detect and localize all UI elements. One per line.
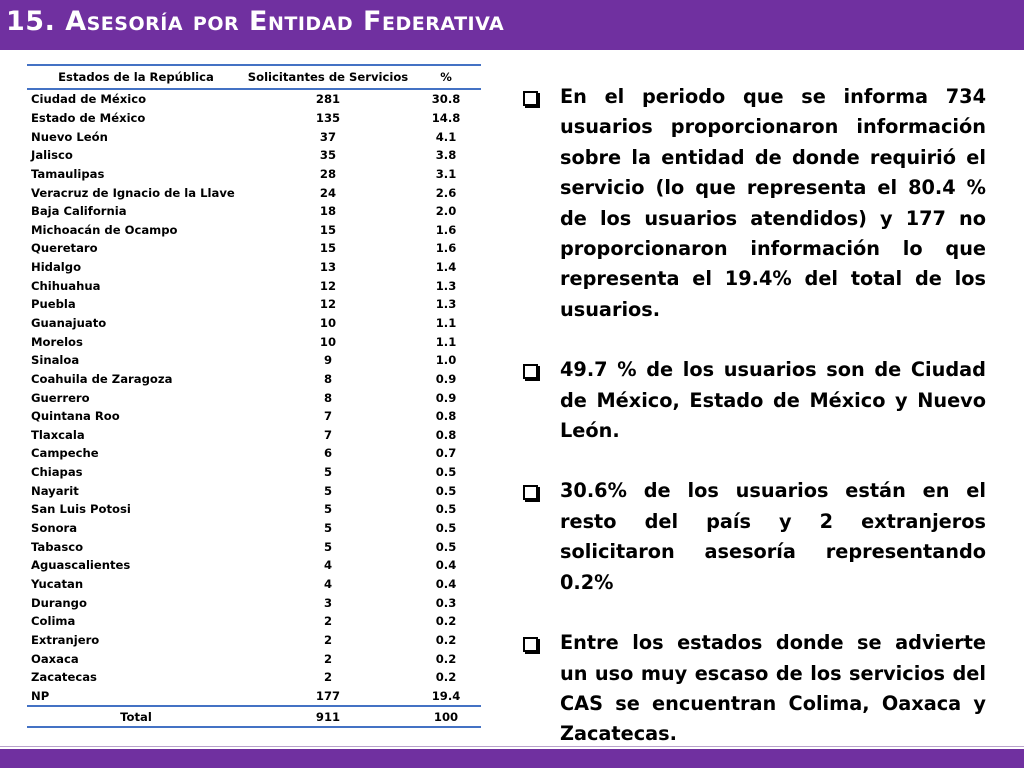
state-cell: Sinaloa (31, 353, 80, 368)
percent-cell: 1.6 (435, 222, 457, 237)
applicants-cell: 7 (323, 409, 333, 424)
table-row (27, 388, 481, 407)
table-header-row (27, 65, 481, 89)
applicants-cell: 2 (323, 651, 333, 666)
table-row (27, 314, 481, 333)
bullet-text: 49.7 % de los usuarios son de Ciudad de México, Estado de México y Nuevo León. (560, 358, 986, 443)
state-cell: Veracruz de Ignacio de la Llave (31, 185, 235, 200)
state-cell: Yucatan (31, 576, 84, 591)
percent-cell: 0.2 (435, 632, 457, 647)
header-applicants: Solicitantes de Servicios (245, 65, 411, 89)
applicants-cell: 12 (319, 278, 337, 293)
table-row (27, 556, 481, 575)
applicants-cell: 2 (323, 614, 333, 629)
percent-cell: 14.8 (431, 110, 461, 125)
table-row (27, 444, 481, 463)
applicants-cell: 15 (319, 241, 337, 256)
percent-cell: 0.8 (435, 409, 457, 424)
applicants-cell: 10 (319, 334, 337, 349)
bullet-item (516, 82, 986, 325)
table-row (27, 165, 481, 184)
percent-cell: 0.5 (435, 483, 457, 498)
applicants-cell: 18 (319, 204, 337, 219)
state-cell: Nayarit (31, 483, 79, 498)
table-row (27, 537, 481, 556)
applicants-cell: 5 (323, 465, 333, 480)
percent-cell: 0.2 (435, 670, 457, 685)
table-row (27, 295, 481, 314)
percent-cell: 3.1 (435, 166, 457, 181)
applicants-cell: 15 (319, 222, 337, 237)
table-row (27, 575, 481, 594)
table-row (27, 109, 481, 128)
table-row (27, 183, 481, 202)
applicants-cell: 9 (323, 353, 333, 368)
percent-cell: 0.9 (435, 390, 457, 405)
applicants-cell: 2 (323, 632, 333, 647)
table-row (27, 351, 481, 370)
bullet-text: Entre los estados donde se advierte un uso muy escaso de los servicios del CAS se encuentran Colima, Oaxaca y Zacatecas. (560, 631, 986, 746)
state-cell: Extranjero (31, 632, 100, 647)
state-cell: Jalisco (31, 148, 73, 163)
state-cell: NP (27, 687, 245, 707)
table-row (27, 519, 481, 538)
percent-cell: 19.4 (411, 687, 481, 707)
applicants-cell: 5 (323, 521, 333, 536)
applicants-cell: 135 (315, 110, 341, 125)
applicants-cell: 5 (323, 539, 333, 554)
table-row (27, 258, 481, 277)
header-percent: % (411, 65, 481, 89)
applicants-cell: 5 (323, 483, 333, 498)
bullet-item (516, 628, 986, 750)
percent-cell: 0.5 (435, 521, 457, 536)
percent-cell: 0.7 (435, 446, 457, 461)
applicants-cell: 10 (319, 316, 337, 330)
table-row (27, 687, 481, 707)
state-cell: Queretaro (31, 241, 98, 256)
state-cell: Hidalgo (31, 260, 82, 275)
percent-cell: 4.1 (435, 129, 457, 144)
percent-cell: 2.6 (435, 185, 457, 200)
applicants-cell: 2 (323, 670, 333, 685)
state-cell: Guanajuato (31, 316, 107, 330)
applicants-cell: 8 (323, 390, 333, 405)
total-applicants: 911 (245, 706, 411, 727)
bullet-item (516, 355, 986, 446)
total-percent: 100 (411, 706, 481, 727)
table-row (27, 463, 481, 482)
percent-cell: 1.3 (435, 278, 457, 293)
checkbox-bullet-icon (523, 637, 538, 652)
state-cell: Colima (31, 614, 76, 629)
states-table (27, 64, 481, 728)
table-row (27, 631, 481, 650)
header-states: Estados de la República (27, 65, 245, 89)
percent-cell: 0.9 (435, 371, 457, 386)
table-row (27, 426, 481, 445)
applicants-cell: 4 (323, 558, 333, 573)
table-row (27, 127, 481, 146)
state-cell: Sonora (31, 521, 78, 536)
bullet-text: 30.6% de los usuarios están en el resto del país y 2 extranjeros solicitaron asesoría representando 0.2% (560, 479, 986, 594)
percent-cell: 1.1 (435, 334, 457, 349)
state-cell: Oaxaca (31, 651, 79, 666)
state-cell: Puebla (31, 297, 76, 312)
state-cell: Zacatecas (31, 670, 97, 685)
checkbox-bullet-icon (523, 91, 538, 106)
footer-bar (0, 749, 1024, 768)
percent-cell: 0.2 (435, 651, 457, 666)
bullet-item (516, 476, 986, 598)
table-row (27, 202, 481, 221)
state-cell: San Luis Potosi (31, 502, 131, 517)
table-row (27, 146, 481, 165)
title-bar (0, 0, 1024, 50)
state-cell: Guerrero (31, 390, 90, 405)
table-row (27, 220, 481, 239)
state-cell: Morelos (31, 334, 83, 349)
applicants-cell: 3 (323, 595, 333, 610)
table-row (27, 612, 481, 631)
table-total-row (27, 706, 481, 727)
table-row (27, 239, 481, 258)
percent-cell: 30.8 (431, 92, 461, 107)
table-row (27, 332, 481, 351)
state-cell: Estado de México (31, 110, 146, 125)
percent-cell: 1.1 (435, 316, 457, 330)
applicants-cell: 7 (323, 427, 333, 442)
percent-cell: 0.5 (435, 502, 457, 517)
applicants-cell: 37 (319, 129, 337, 144)
table-row (27, 89, 481, 109)
applicants-cell: 6 (323, 446, 333, 461)
state-cell: Durango (31, 595, 87, 610)
percent-cell: 0.4 (435, 558, 457, 573)
state-cell: Campeche (31, 446, 99, 461)
table-row (27, 407, 481, 426)
table-row (27, 481, 481, 500)
applicants-cell: 12 (319, 297, 337, 312)
state-cell: Ciudad de México (31, 92, 147, 107)
checkbox-bullet-icon (523, 364, 538, 379)
percent-cell: 0.4 (435, 576, 457, 591)
percent-cell: 1.6 (435, 241, 457, 256)
percent-cell: 0.5 (435, 539, 457, 554)
state-cell: Quintana Roo (31, 409, 120, 424)
percent-cell: 1.3 (435, 297, 457, 312)
percent-cell: 0.3 (435, 595, 457, 610)
state-cell: Tlaxcala (31, 427, 85, 442)
percent-cell: 0.8 (435, 427, 457, 442)
table-row (27, 668, 481, 687)
table-row (27, 500, 481, 519)
table-body (27, 89, 481, 727)
state-cell: Coahuila de Zaragoza (31, 371, 173, 386)
applicants-cell: 35 (319, 148, 337, 163)
table-row (27, 370, 481, 389)
percent-cell: 0.5 (435, 465, 457, 480)
state-cell: Chiapas (31, 465, 83, 480)
bullet-text: En el periodo que se informa 734 usuarios proporcionaron información sobre la entidad de donde requirió el servicio (lo que representa el 80.4 % de los usuarios atendidos) y 177 no proporcionaron información lo que representa el 19.4% del total de los usuarios. (560, 85, 986, 321)
bullet-list (516, 82, 986, 780)
table-row (27, 276, 481, 295)
state-cell: Baja California (31, 204, 127, 219)
state-cell: Nuevo León (31, 129, 108, 144)
slide-title: 15. Asesoría por Entidad Federativa (6, 6, 505, 37)
state-cell: Chihuahua (31, 278, 101, 293)
state-cell: Aguascalientes (31, 558, 131, 573)
applicants-cell: 177 (245, 687, 411, 707)
applicants-cell: 13 (319, 260, 337, 275)
checkbox-bullet-icon (523, 485, 538, 500)
applicants-cell: 8 (323, 371, 333, 386)
state-cell: Tamaulipas (31, 166, 105, 181)
state-cell: Tabasco (31, 539, 84, 554)
percent-cell: 3.8 (435, 148, 457, 163)
percent-cell: 0.2 (435, 614, 457, 629)
percent-cell: 1.4 (435, 260, 457, 275)
applicants-cell: 5 (323, 502, 333, 517)
percent-cell: 1.0 (435, 353, 457, 368)
percent-cell: 2.0 (435, 204, 457, 219)
applicants-cell: 28 (319, 166, 337, 181)
applicants-cell: 281 (315, 92, 341, 107)
total-label: Total (27, 706, 245, 727)
footer-divider (0, 746, 1024, 747)
state-cell: Michoacán de Ocampo (31, 222, 178, 237)
applicants-cell: 4 (323, 576, 333, 591)
table-row (27, 593, 481, 612)
table-row (27, 649, 481, 668)
applicants-cell: 24 (319, 185, 337, 200)
